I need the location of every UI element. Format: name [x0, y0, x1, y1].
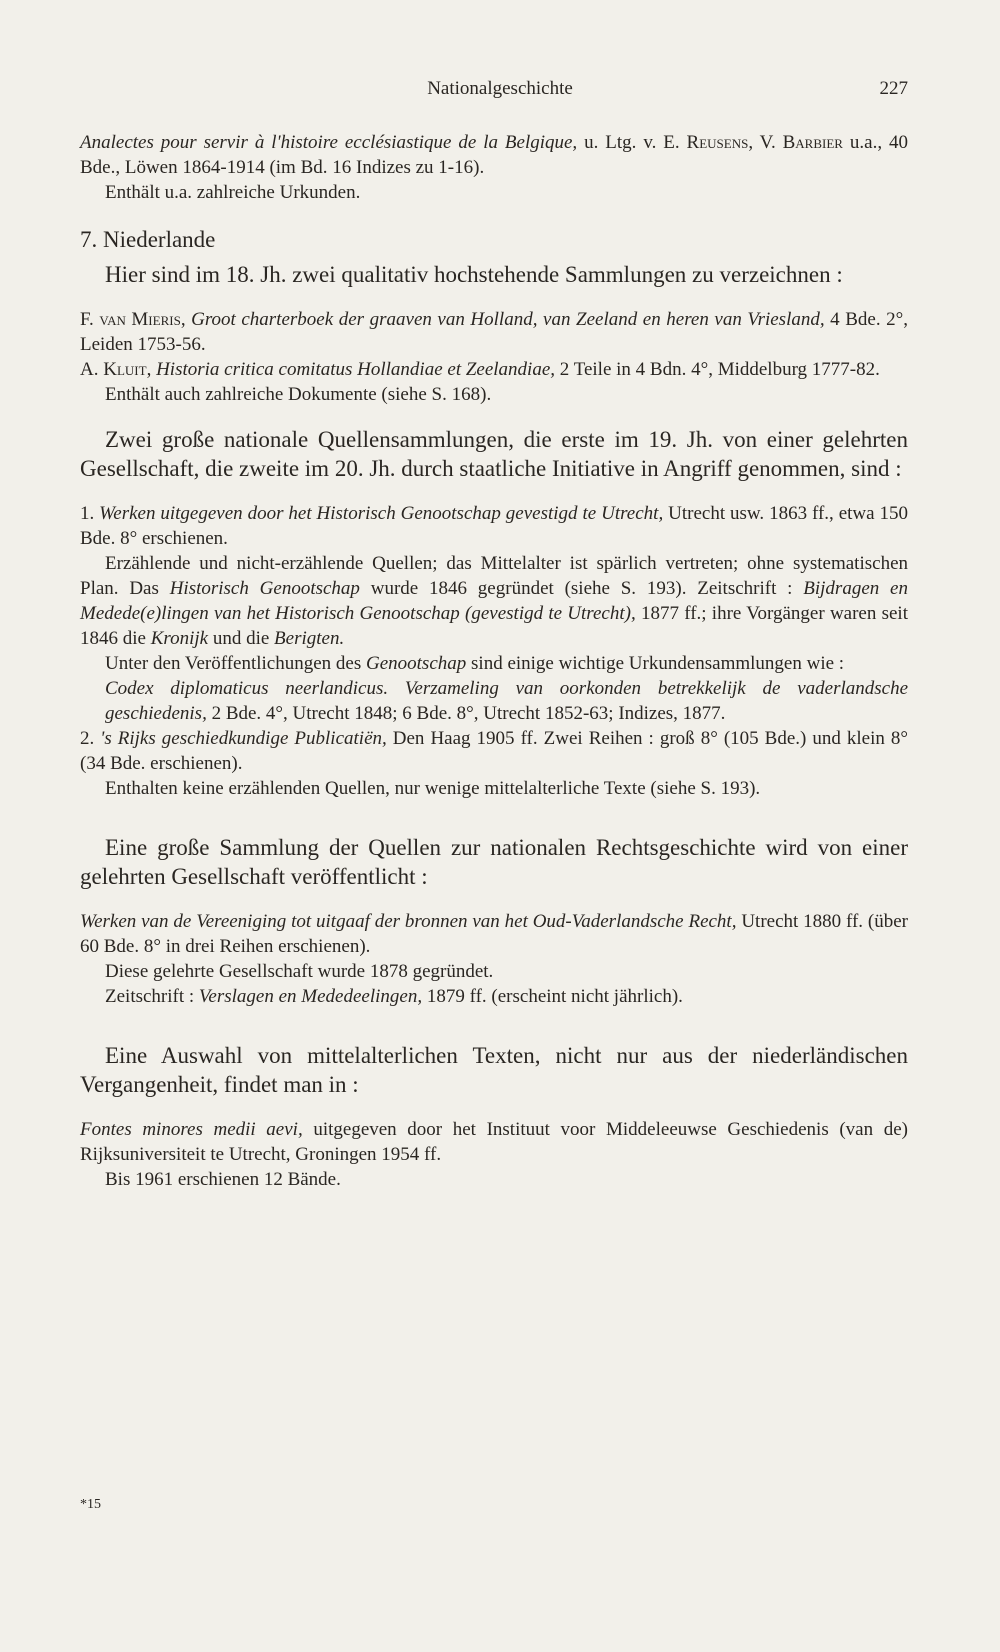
kluit-note: Enthält auch zahlreiche Dokumente (siehe S. 168).	[105, 384, 492, 405]
kluit-entry: A. Kluit, Historia critica comitatus Hollandiae et Zeelandiae, 2 Teile in 4 Bdn. 4°, Middelburg 1777-82.	[80, 359, 880, 380]
signature-mark: *15	[80, 1497, 101, 1512]
running-header	[0, 78, 1000, 106]
page-body	[80, 130, 908, 1192]
item-1-note: Erzählende und nicht-erzählende Quellen; das Mittelalter ist spärlich vertreten; ohne systematischen Plan. Das Historisch Genootschap wurde 1846 gegründet (siehe S. 193). Zeitschrift : Bijdragen en Medede(e)lingen van het Historisch Genootschap (gevestigd te Utrecht), 1877 ff.; ihre Vorgänger waren seit 1846 die Kronijk und die Berigten.	[80, 553, 908, 649]
running-title: Nationalgeschichte	[427, 78, 573, 99]
werken-entry: Werken van de Vereeniging tot uitgaaf der bronnen van het Oud-Vaderlandsche Recht, Utrecht 1880 ff. (über 60 Bde. 8° in drei Reihen erschienen).	[80, 911, 908, 957]
item-2: 2. 's Rijks geschiedkundige Publicatiën, Den Haag 1905 ff. Zwei Reihen : groß 8° (105 Bde.) und klein 8° (34 Bde. erschienen).	[80, 728, 909, 774]
paragraph-three: Eine große Sammlung der Quellen zur nationalen Rechtsgeschichte wird von einer gelehrten Gesellschaft veröffentlicht :	[80, 835, 908, 889]
werken-note-1: Diese gelehrte Gesellschaft wurde 1878 gegründet.	[105, 961, 494, 982]
paragraph-four: Eine Auswahl von mittelalterlichen Texten, nicht nur aus der niederländischen Vergangenheit, findet man in :	[80, 1043, 908, 1097]
page-number: 227	[879, 78, 908, 99]
analectes-entry: Analectes pour servir à l'histoire ecclésiastique de la Belgique, u. Ltg. v. E. Reusens, V. Barbier u.a., 40 Bde., Löwen 1864-1914 (im Bd. 16 Indizes zu 1-16).	[80, 132, 908, 178]
section-heading: 7. Niederlande	[80, 227, 216, 252]
item-2-note: Enthalten keine erzählenden Quellen, nur wenige mittelalterliche Texte (siehe S. 193).	[105, 778, 761, 799]
paragraph-two: Zwei große nationale Quellensammlungen, die erste im 19. Jh. von einer gelehrten Gesellschaft, die zweite im 20. Jh. durch staatliche Initiative in Angriff genommen, sind :	[80, 427, 908, 481]
fontes-note: Bis 1961 erschienen 12 Bände.	[105, 1169, 341, 1190]
mieris-entry: F. van Mieris, Groot charterboek der graaven van Holland, van Zeeland en heren van Vriesland, 4 Bde. 2°, Leiden 1753-56.	[80, 309, 908, 355]
item-1-note-2: Unter den Veröffentlichungen des Genootschap sind einige wichtige Urkundensammlungen wie :	[105, 653, 845, 674]
analectes-note: Enthält u.a. zahlreiche Urkunden.	[105, 182, 361, 203]
codex-entry: Codex diplomaticus neerlandicus. Verzameling van oorkonden betrekkelijk de vaderlandsche geschiedenis, 2 Bde. 4°, Utrecht 1848; 6 Bde. 8°, Utrecht 1852-63; Indizes, 1877.	[105, 678, 908, 724]
item-1: 1. Werken uitgegeven door het Historisch Genootschap gevestigd te Utrecht, Utrecht usw. 1863 ff., etwa 150 Bde. 8° erschienen.	[80, 503, 909, 549]
werken-note-2: Zeitschrift : Verslagen en Mededeelingen, 1879 ff. (erscheint nicht jährlich).	[105, 986, 683, 1007]
fontes-entry: Fontes minores medii aevi, uitgegeven door het Instituut voor Middeleeuwse Geschiedenis (van de) Rijksuniversiteit te Utrecht, Groningen 1954 ff.	[80, 1119, 908, 1165]
intro-paragraph: Hier sind im 18. Jh. zwei qualitativ hochstehende Sammlungen zu verzeichnen :	[105, 262, 843, 287]
